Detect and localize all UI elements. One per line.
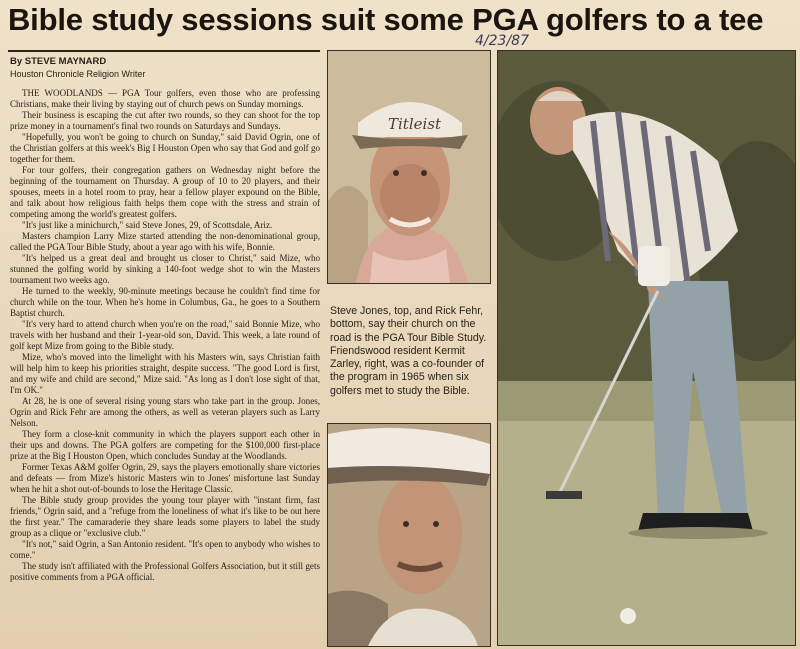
byline-rule [8,50,320,52]
headline: Bible study sessions suit some PGA golfers to a tee [8,2,764,37]
article-paragraph: "It's helped us a great deal and brought us closer to Christ," said Mize, who stunned the golfing world by sinking a 140-foot wedge shot to win the Masters tournament two weeks ago. [10,253,320,285]
article-paragraph: Former Texas A&M golfer Ogrin, 29, says the players emotionally share victories and defeats — from Mize's historic Masters win to Jones' misfortune last Sunday when he hit a shot out-of-bounds to lose the Heritage Classic. [10,462,320,494]
photo-steve-jones [327,50,491,284]
photo-rick-fehr [327,423,491,647]
article-paragraph: "It's not," said Ogrin, a San Antonio resident. "It's open to anybody who wishes to come." [10,539,320,560]
byline-title: Houston Chronicle Religion Writer [10,69,146,79]
byline: By STEVE MAYNARD [10,56,107,67]
visor-logo-text: Titleist [388,115,442,133]
article-paragraph: The study isn't affiliated with the Professional Golfers Association, but it still gets positive comments from a PGA official. [10,561,320,582]
article-paragraph: THE WOODLANDS — PGA Tour golfers, even those who are professing Christians, make their living by staying out of church pews on Sunday mornings. [10,88,320,109]
photo-caption: Steve Jones, top, and Rick Fehr, bottom, say their church on the road is the PGA Tour Bible Study. Friendswood resident Kermit Zarley, right, was a co-founder of the program in 1965 when six golfers met to study the Bible. [330,305,487,397]
handwritten-date: 4/23/87 [475,33,529,49]
portrait-illustration [328,51,490,283]
article-paragraph: He turned to the weekly, 90-minute meetings because he couldn't find time for church while on the tour. When he's home in Columbus, Ga., he goes to a Southern Baptist church. [10,286,320,318]
article-paragraph: "It's just like a minichurch," said Steve Jones, 29, of Scottsdale, Ariz. [22,220,273,230]
article-paragraph: "Hopefully, you won't be going to church on Sunday," said David Ogrin, one of the Christian golfers at this week's Big I Houston Open who say that God and golf go together for them. [10,132,320,164]
portrait-illustration [328,424,490,646]
article-paragraph: "It's very hard to attend church when you're on the road," said Bonnie Mize, who travels with her husband and their 1-year-old son, David. This week, a late round of golf kept Mize from going to the Bible study. [10,319,320,351]
golfer-illustration [498,51,795,645]
article-paragraph: Their business is escaping the cut after two rounds, so they can shoot for the top prize money in a tournament's final two rounds on Saturdays and Sundays. [10,110,320,131]
article-paragraph: Mize, who's moved into the limelight with his Masters win, says Christian faith will help him to keep his priorities straight, despite success. "The good Lord is first, and my wife and child are second," Mize said. "As long as I don't lose sight of that, I'm OK." [10,352,320,395]
article-paragraph: They form a close-knit community in which the players support each other in their ups and downs. The PGA golfers are competing for the $100,000 first-place prize at the Big I Houston Open, which concludes Sunday at the Woodlands. [10,429,320,461]
article-paragraph: For tour golfers, their congregation gathers on Wednesday night before the beginning of the tournament on Thursday. A group of 10 to 20 players, and their spouses, meets in a hotel room to pray, hear a fellow player expound on the Bible, and talk about how religious faith helps them cope with the stress and strain of competing among the world's greatest golfers. [10,165,320,219]
photo-kermit-zarley-putting [497,50,796,646]
article-paragraph: The Bible study group provides the young tour player with "instant firm, fast friends," Ogrin said, and a "refuge from the loneliness of what it's like to be out here the first year." The camaraderie they share leads some players to label the study group as a clique or "exclusive club." [10,495,320,538]
article-paragraph: At 28, he is one of several rising young stars who take part in the group. Jones, Ogrin and Rick Fehr are among the others, as well as veteran players such as Larry Nelson. [10,396,320,428]
article-paragraph: Masters champion Larry Mize started attending the non-denominational group, called the PGA Tour Bible Study, about a year ago with his wife, Bonnie. [10,231,320,252]
article-body [10,88,320,646]
